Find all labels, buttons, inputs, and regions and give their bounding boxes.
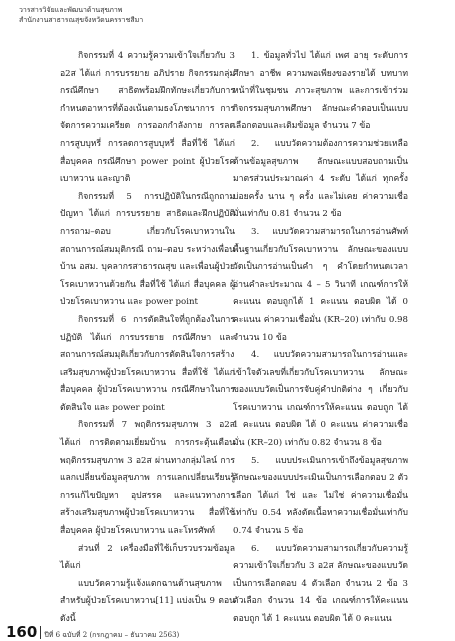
paragraph: แบบวัดความรู้แจ้งแตกฉานด้านสุขภาพสำหรับผู้ป่วยโรคเบาหวาน[11] แบ่งเป็น 9 ตอน ดังนี้ bbox=[60, 578, 235, 624]
right-column bbox=[233, 48, 408, 629]
paragraph: 4. แบบวัดความสามารถในการอ่านและเข้าใจตัวเลขที่เกี่ยวกับโรคเบาหวาน ลักษณะของแบบวัดเป็นการจับคู่คำปกติต่าง ๆ เกี่ยวกับโรคเบาหวาน เกณฑ์การให้คะแนน ตอบถูก ได้ 1 คะแนน ตอบผิด ได้ 0 คะแนน ค่าความเชื่อมั่น (KR–20) เท่ากับ 0.82 จำนวน 8 ข้อ bbox=[233, 350, 408, 449]
page-footer bbox=[6, 624, 179, 640]
paragraph: 5. แบบประเมินการเข้าถึงข้อมูลสุขภาพ ลักษณะของแบบประเมินเป็นการเลือกตอบ 2 ตัวเลือก ได้แก่ ใช่ และ ไม่ใช่ ค่าความเชื่อมั่นเท่ากับ 0.54 หลังตัดเนื้อหาความเชื่อมั่นเท่ากับ 0.74 จำนวน 5 ข้อ bbox=[233, 455, 408, 537]
paragraph: 6. แบบวัดความสามารถเกี่ยวกับความรู้ความเข้าใจเกี่ยวกับ 3 อ2ส ลักษณะของแบบวัดเป็นการเลือกตอบ 4 ตัวเลือก จำนวน 2 ข้อ 3 ตัวเลือก จำนวน 14 ข้อ เกณฑ์การให้คะแนน ตอบถูก ได้ 1 คะแนน ตอบผิด ได้ 0 คะแนน bbox=[233, 543, 408, 624]
paragraph: 3. แบบวัดความสามารถในการอ่านศัพท์พื้นฐานเกี่ยวกับโรคเบาหวาน ลักษณะของแบบวัดเป็นการอ่านเป็นคำ ๆ คำโดยกำหนดเวลาอ่านคำละประมาณ 4 – 5 วินาที เกณฑ์การให้คะแนน ตอบถูกได้ 1 คะแนน ตอบผิด ได้ 0 คะแนน ค่าความเชื่อมั่น (KR–20) เท่ากับ 0.98 จำนวน 10 ข้อ bbox=[233, 226, 408, 343]
paragraph: 1. ข้อมูลทั่วไป ได้แก่ เพศ อายุ ระดับการศึกษา อาชีพ ความพอเพียงของรายได้ บทบาทหน้าที่ในชุมชน ภาวะสุขภาพ และการเข้าร่วมกิจกรรมสุขภาพศึกษา ลักษณะคำตอบเป็นแบบเลือกตอบและเติมข้อมูล จำนวน 7 ข้อ bbox=[233, 51, 408, 132]
issue-info: ปีที่ 6 ฉบับที่ 2 (กรกฎาคม – ธันวาคม 2563) bbox=[44, 631, 180, 639]
paragraph: 2. แบบวัดความต้องการความช่วยเหลือด้านข้อมูลสุขภาพ ลักษณะแบบสอบถามเป็นมาตรส่วนประมาณค่า 4 ระดับ ได้แก่ ทุกครั้ง บ่อยครั้ง นาน ๆ ครั้ง และไม่เคย ค่าความเชื่อมั่นเท่ากับ 0.81 จำนวน 2 ข้อ bbox=[233, 138, 408, 220]
footer-divider bbox=[40, 626, 41, 639]
paragraph: กิจกรรมที่ 4 ความรู้ความเข้าใจเกี่ยวกับ 3 อ2ส ได้แก่ การบรรยาย อภิปราย กิจกรรมกลุ่ม กรณีศึกษา สาธิตพร้อมฝึกทักษะเกี่ยวกับการกำหนดอาหารที่ต้องเน้นตามธงโภชนาการ การจัดการความเครียด การออกกำลังกาย การลดการสูบบุหรี่ การลดการสูบบุหรี่ สื่อที่ใช้ ได้แก่ สื่อบุคคล กรณีศึกษา power point ผู้ป่วยโรคเบาหวาน และญาติ bbox=[60, 51, 235, 185]
paragraph: กิจกรรมที่ 7 พฤติกรรมสุขภาพ 3 อ2ส ได้แก่ การติดตามเยี่ยมบ้าน การกระตุ้นเตือนพฤติกรรมสุขภาพ 3 อ2ส ผ่านทางกลุ่มไลน์ การแลกเปลี่ยนข้อมูลสุขภาพ การแลกเปลี่ยนเรียนรู้การแก้ไขปัญหา อุปสรรค และแนวทางการสร้างเสริมสุขภาพผู้ป่วยโรคเบาหวาน สื่อที่ใช้ สื่อบุคคล ผู้ป่วยโรคเบาหวาน และโทรศัพท์ bbox=[60, 420, 235, 537]
left-column bbox=[60, 48, 235, 629]
paragraph: กิจกรรมที่ 5 การปฏิบัติในกรณีถูกถามปัญหา ได้แก่ การบรรยาย สาธิตและฝึกปฏิบัติการถาม–ตอบ เกี่ยวกับโรคเบาหวานในสถานการณ์สมมุติกรณี ถาม–ตอบ ระหว่างเพื่อนบ้าน อสม. บุคลากรสาธารณสุข และเพื่อนผู้ป่วยโรคเบาหวานด้วยกัน สื่อที่ใช้ ได้แก่ สื่อบุคคล ผู้ป่วยโรคเบาหวาน และ power point bbox=[60, 191, 235, 308]
journal-title: วารสารวิจัยและพัฒนาด้านสุขภาพ bbox=[19, 6, 123, 14]
journal-header bbox=[19, 5, 143, 25]
journal-publisher: สำนักงานสาธารณสุขจังหวัดนครราชสีมา bbox=[19, 16, 144, 24]
paragraph: กิจกรรมที่ 6 การตัดสินใจที่ถูกต้องในการปฏิบัติ ได้แก่ การบรรยาย กรณีศึกษา และสถานการณ์สมมุติเกี่ยวกับการตัดสินใจการสร้างเสริมสุขภาพผู้ป่วยโรคเบาหวาน สื่อที่ใช้ ได้แก่ สื่อบุคคล ผู้ป่วยโรคเบาหวาน กรณีศึกษาในการตัดสินใจ และ power point bbox=[60, 314, 235, 413]
page-number: 160 bbox=[6, 623, 38, 641]
paragraph: ส่วนที่ 2 เครื่องมือที่ใช้เก็บรวบรวมข้อมูล ได้แก่ bbox=[60, 543, 235, 572]
